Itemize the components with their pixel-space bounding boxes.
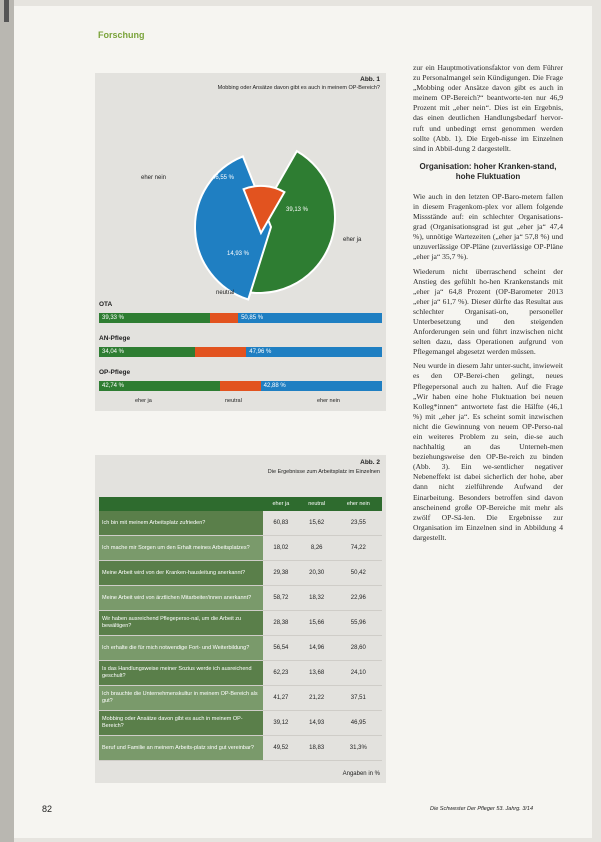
figure-1 bbox=[95, 73, 386, 411]
value-cell: 14,93 bbox=[299, 711, 335, 736]
legend-eher-nein: eher nein bbox=[317, 398, 340, 404]
table-row bbox=[99, 736, 382, 761]
bar-segment-label: 42,88 % bbox=[263, 383, 286, 389]
bar-title-an-pflege: AN-Pflege bbox=[99, 335, 131, 342]
value-cell: 18,02 bbox=[263, 536, 299, 561]
paragraph-4: Neu wurde in diesem Jahr unter-sucht, inwieweit es den OP-Berei-chen gelingt, neues Pflegepersonal auch zu halten. Auf die Frage „Wir haben eine hohe Fluktuation bei neuen Kolleg*innen“ antwortete fast die Hälfte (46,1 %) mit „eher ja“. Es scheint somit inzwischen nicht die Gewinnung von neuem OP-Perso-nal ein weiteres Problem zu sein, die-se auch nachhaltig an das Unterneh-men beziehungsweise den OP-Be-reich zu binden (Abb. 3). Ein we-sentlicher negativer Nebeneffekt ist dabei sicherlich der hohe, aber dann nicht zielführende Aufwand der Einarbeitung. Besonders betroffen sind davon anscheinend große OP-Bereiche mit mehr als zwölf OP-Sä-len. Die Ergebnisse zur Organisation im Einzelnen sind in Abbildung 4 dargestellt. bbox=[413, 361, 563, 542]
bar-title-op-pflege: OP-Pflege bbox=[99, 369, 131, 376]
paragraph-3: Wiederum nicht überraschend scheint der Anstieg des gefühlt ho-hen Krankenstands mit „eher ja“ 64,8 Prozent (OP-Barometer 2013 „eher ja“ 61,7 %). Dieser dürfte das Resultat aus schlechter Organisati-on, personeller Unterbesetzung und den steigenden Anforderungen sein und führt inzwischen nicht selten dazu, dass Operationen aufgrund von Pflegemangel abgesetzt werden müssen. bbox=[413, 266, 563, 357]
value-cell: 56,54 bbox=[263, 636, 299, 661]
question-cell: Beruf und Familie an meinem Arbeits-platz sind gut vereinbar? bbox=[99, 736, 263, 761]
bar-segment bbox=[261, 381, 382, 391]
table-row bbox=[99, 586, 382, 611]
legend-neutral: neutral bbox=[225, 398, 242, 404]
value-cell: 29,38 bbox=[263, 561, 299, 586]
value-cell: 22,96 bbox=[335, 586, 382, 611]
bar-an-pflege bbox=[99, 347, 382, 357]
value-cell: 15,66 bbox=[299, 611, 335, 636]
question-cell: Ich erhalte die für mich notwendige Fort- und Weiterbildung? bbox=[99, 636, 263, 661]
table-row bbox=[99, 636, 382, 661]
bar-segment bbox=[195, 347, 246, 357]
question-cell: Ich bin mit meinem Arbeitsplatz zufrieden? bbox=[99, 511, 263, 536]
value-cell: 20,30 bbox=[299, 561, 335, 586]
paragraph-1: zur ein Hauptmotivationsfaktor von dem Führer zu Personalmangel sein Kündigungen. Die Frage „Mobbing oder Ansätze davon gibt es auch in meinem OP-Bereich?“ beantworte-ten nur 46,9 Prozent mit „eher nein“. Dies ist ein Ergebnis, das einen deutlichen Handlungsbedarf hervor-ruft und unbedingt ernst genommen werden sollte (Abb. 1). Die Ergeb-nisse im Einzelnen sind in Abbil-dung 2 dargestellt. bbox=[413, 63, 563, 153]
table-row bbox=[99, 511, 382, 536]
value-cell: 13,68 bbox=[299, 661, 335, 686]
value-cell: 41,27 bbox=[263, 686, 299, 711]
page-number: 82 bbox=[42, 804, 53, 814]
figure-2 bbox=[95, 455, 386, 783]
pie-label-eher-ja: eher ja bbox=[343, 237, 362, 243]
paragraph-2: Wie auch in den letzten OP-Baro-metern fallen in diesem Fragenkom-plex vor allem folgende Missstände auf: ein schlechter Organisations-grad (Organisationsgrad ist gut „eher ja“ 47,4 %), unnötige Wartezeiten („eher ja“ 57,8 %) und unzuverlässige OP-Pläne (zuverlässige OP-Pläne „eher ja“ 35,7 %). bbox=[413, 191, 563, 262]
bar-segment bbox=[210, 313, 238, 323]
bar-ota bbox=[99, 313, 382, 323]
figure-2-subtitle: Die Ergebnisse zum Arbeitsplatz im Einzelnen bbox=[267, 469, 380, 475]
pie-value-eher-ja: 39,13 % bbox=[286, 207, 309, 213]
value-cell: 62,23 bbox=[263, 661, 299, 686]
value-cell: 50,42 bbox=[335, 561, 382, 586]
table-row bbox=[99, 686, 382, 711]
figure-1-title: Abb. 1 bbox=[360, 76, 380, 83]
value-cell: 60,83 bbox=[263, 511, 299, 536]
bar-segment bbox=[220, 381, 261, 391]
pie-label-neutral: neutral bbox=[216, 290, 235, 296]
bar-segment-label: 42,74 % bbox=[102, 383, 125, 389]
value-cell: 49,52 bbox=[263, 736, 299, 761]
bar-segment-label: 47,96 % bbox=[249, 349, 272, 355]
bar-segment bbox=[99, 381, 220, 391]
value-cell: 24,10 bbox=[335, 661, 382, 686]
table-row bbox=[99, 536, 382, 561]
value-cell: 18,32 bbox=[299, 586, 335, 611]
question-cell: Meine Arbeit wird von ärztlichen Mitarbeiter/innen anerkannt? bbox=[99, 586, 263, 611]
table-header bbox=[99, 497, 382, 511]
table-row bbox=[99, 711, 382, 736]
header-question bbox=[99, 497, 263, 511]
value-cell: 55,96 bbox=[335, 611, 382, 636]
article-column bbox=[413, 63, 563, 547]
value-cell: 46,95 bbox=[335, 711, 382, 736]
figure-1-subtitle: Mobbing oder Ansätze davon gibt es auch in meinem OP-Bereich? bbox=[217, 85, 380, 91]
binding-mark bbox=[4, 0, 9, 22]
value-cell: 15,62 bbox=[299, 511, 335, 536]
subheading: Organisation: hoher Kranken-stand, hohe Fluktuation bbox=[419, 161, 557, 181]
value-cell: 14,96 bbox=[299, 636, 335, 661]
section-label: Forschung bbox=[98, 30, 145, 40]
value-cell: 18,83 bbox=[299, 736, 335, 761]
value-cell: 28,60 bbox=[335, 636, 382, 661]
value-cell: 28,38 bbox=[263, 611, 299, 636]
question-cell: Ich mache mir Sorgen um den Erhalt meines Arbeitsplatzes? bbox=[99, 536, 263, 561]
footer-reference: Die Schwester Der Pfleger 53. Jahrg. 3/14 bbox=[430, 806, 534, 812]
header-neutral: neutral bbox=[299, 497, 335, 511]
question-cell: Ich brauchte die Unternehmenskultur in meinem OP-Bereich als gut? bbox=[99, 686, 263, 711]
question-cell: Wir haben ausreichend Pflegeperso-nal, um die Arbeit zu bewältigen? bbox=[99, 611, 263, 636]
header-eher-nein: eher nein bbox=[335, 497, 382, 511]
bar-title-ota: OTA bbox=[99, 301, 113, 308]
pie-chart bbox=[95, 73, 386, 303]
bar-op-pflege bbox=[99, 381, 382, 391]
bar-segment bbox=[99, 313, 210, 323]
bar-segment-label: 50,85 % bbox=[241, 315, 264, 321]
bar-segment bbox=[99, 347, 195, 357]
question-cell: Meine Arbeit wird von der Kranken-hausleitung anerkannt? bbox=[99, 561, 263, 586]
question-cell: Mobbing oder Ansätze davon gibt es auch in meinem OP-Bereich? bbox=[99, 711, 263, 736]
pie-value-neutral: 14,93 % bbox=[227, 251, 250, 257]
table-row bbox=[99, 611, 382, 636]
value-cell: 39,12 bbox=[263, 711, 299, 736]
value-cell: 21,22 bbox=[299, 686, 335, 711]
scan-edge bbox=[0, 0, 14, 842]
question-cell: Is das Handlungsweise meiner Sozius werde ich ausreichend geschult? bbox=[99, 661, 263, 686]
bar-segment-label: 39,33 % bbox=[102, 315, 125, 321]
bar-segment bbox=[246, 347, 382, 357]
figure-2-title: Abb. 2 bbox=[360, 459, 380, 466]
value-cell: 74,22 bbox=[335, 536, 382, 561]
results-table bbox=[99, 497, 382, 761]
value-cell: 23,55 bbox=[335, 511, 382, 536]
value-cell: 37,51 bbox=[335, 686, 382, 711]
pie-label-eher-nein: eher nein bbox=[141, 175, 167, 181]
value-cell: 8,26 bbox=[299, 536, 335, 561]
table-footnote: Angaben in % bbox=[342, 771, 380, 777]
legend-eher-ja: eher ja bbox=[135, 398, 152, 404]
table-row bbox=[99, 561, 382, 586]
value-cell: 58,72 bbox=[263, 586, 299, 611]
value-cell: 31,3% bbox=[335, 736, 382, 761]
table-row bbox=[99, 661, 382, 686]
pie-value-eher-nein: 46,55 % bbox=[212, 175, 235, 181]
header-eher-ja: eher ja bbox=[263, 497, 299, 511]
bar-segment bbox=[238, 313, 382, 323]
bar-segment-label: 34,04 % bbox=[102, 349, 125, 355]
